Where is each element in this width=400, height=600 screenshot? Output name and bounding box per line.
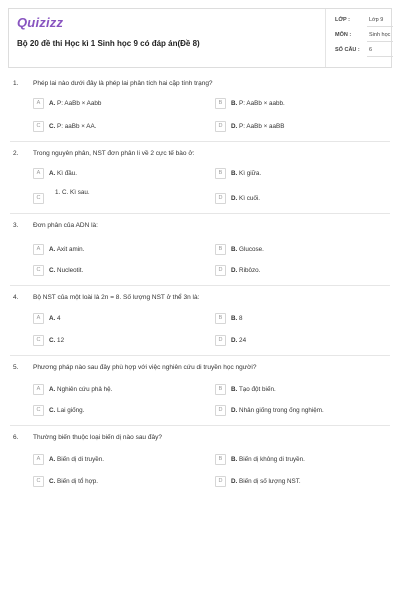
question-2 bbox=[0, 150, 400, 212]
meta-label: MÔN : bbox=[335, 32, 352, 38]
option-b[interactable] bbox=[215, 244, 375, 256]
question-number: 2. bbox=[13, 150, 19, 157]
option-prefix: B. bbox=[231, 100, 238, 107]
option-text: Nhân giống trong ống nghiệm. bbox=[237, 407, 324, 414]
option-letter-badge: B bbox=[215, 313, 226, 324]
option-text: Biến dị di truyền. bbox=[55, 456, 104, 463]
option-text: Nghiên cứu phả hệ. bbox=[55, 386, 113, 393]
meta-label: SỐ CÂU : bbox=[335, 47, 360, 53]
option-text: Lai giống. bbox=[55, 407, 85, 414]
option-letter-badge: B bbox=[215, 454, 226, 465]
option-letter-badge: B bbox=[215, 98, 226, 109]
option-text: Glucose. bbox=[237, 246, 264, 253]
option-c[interactable] bbox=[33, 405, 193, 417]
option-prefix: B. bbox=[231, 246, 238, 253]
question-divider bbox=[10, 355, 390, 356]
option-a[interactable] bbox=[33, 98, 193, 110]
question-divider bbox=[10, 285, 390, 286]
question-6 bbox=[0, 434, 400, 496]
option-prefix: B. bbox=[231, 456, 238, 463]
option-a[interactable] bbox=[33, 244, 193, 256]
option-d[interactable] bbox=[215, 121, 375, 133]
option-prefix: D. bbox=[231, 337, 238, 344]
option-letter-badge: A bbox=[33, 244, 44, 255]
option-d[interactable] bbox=[215, 335, 375, 347]
option-prefix: B. bbox=[231, 315, 238, 322]
option-text: Biến dị không di truyền. bbox=[237, 456, 305, 463]
option-c[interactable] bbox=[33, 189, 193, 205]
option-letter-badge: D bbox=[215, 335, 226, 346]
question-text: Thường biến thuộc loại biến dị nào sau đây? bbox=[33, 434, 162, 441]
option-b[interactable] bbox=[215, 313, 375, 325]
option-letter-badge: A bbox=[33, 454, 44, 465]
option-letter-badge: B bbox=[215, 244, 226, 255]
option-prefix: C. bbox=[49, 407, 56, 414]
worksheet-header bbox=[8, 8, 392, 68]
option-prefix: A. bbox=[49, 100, 56, 107]
question-number: 6. bbox=[13, 434, 19, 441]
option-letter-badge: A bbox=[33, 168, 44, 179]
meta-value: Sinh học bbox=[369, 32, 391, 38]
option-text: 4 bbox=[55, 315, 61, 322]
question-5 bbox=[0, 364, 400, 426]
option-text: Kì giữa. bbox=[237, 170, 262, 177]
option-a[interactable] bbox=[33, 313, 193, 325]
meta-label: LỚP : bbox=[335, 17, 350, 23]
option-letter-badge: C bbox=[33, 265, 44, 276]
option-text: P: AaBb × aabb. bbox=[237, 100, 285, 107]
option-a[interactable] bbox=[33, 168, 193, 180]
option-text: P: AaBb × Aabb bbox=[55, 100, 102, 107]
option-b[interactable] bbox=[215, 384, 375, 396]
question-text: Phép lai nào dưới đây là phép lai phân tích hai cặp tính trạng? bbox=[33, 80, 213, 87]
option-d[interactable] bbox=[215, 476, 375, 488]
option-c[interactable] bbox=[33, 121, 193, 133]
option-c[interactable] bbox=[33, 476, 193, 488]
option-letter-badge: D bbox=[215, 193, 226, 204]
option-text: Tạo đột biến. bbox=[237, 386, 276, 393]
option-prefix: A. bbox=[49, 246, 56, 253]
option-letter-badge: D bbox=[215, 476, 226, 487]
question-4 bbox=[0, 294, 400, 356]
option-letter-badge: D bbox=[215, 405, 226, 416]
option-prefix: A. bbox=[49, 456, 56, 463]
option-d[interactable] bbox=[215, 193, 375, 205]
question-number: 4. bbox=[13, 294, 19, 301]
option-letter-badge: D bbox=[215, 265, 226, 276]
question-number: 5. bbox=[13, 364, 19, 371]
option-text: Kì cuối. bbox=[237, 195, 261, 202]
option-prefix: C. bbox=[49, 337, 56, 344]
question-text: Đơn phân của ADN là: bbox=[33, 222, 98, 229]
option-b[interactable] bbox=[215, 98, 375, 110]
option-prefix: B. bbox=[231, 386, 238, 393]
option-text: Biến dị số lượng NST. bbox=[237, 478, 301, 485]
question-number: 3. bbox=[13, 222, 19, 229]
question-text: Bộ NST của một loài là 2n = 8. Số lượng NST ở thể 3n là: bbox=[33, 294, 200, 301]
option-prefix: D. bbox=[231, 195, 238, 202]
header-separator bbox=[325, 9, 326, 67]
option-text: Kì đầu. bbox=[55, 170, 78, 177]
option-letter-badge: D bbox=[215, 121, 226, 132]
option-a[interactable] bbox=[33, 384, 193, 396]
option-prefix: D. bbox=[231, 267, 238, 274]
option-d[interactable] bbox=[215, 265, 375, 277]
option-text: P: aaBb × AA. bbox=[55, 123, 97, 130]
question-divider bbox=[10, 425, 390, 426]
option-prefix: A. bbox=[49, 170, 56, 177]
meta-underline bbox=[367, 41, 393, 42]
option-letter-badge: A bbox=[33, 313, 44, 324]
question-3 bbox=[0, 222, 400, 284]
option-a[interactable] bbox=[33, 454, 193, 466]
option-letter-badge: C bbox=[33, 335, 44, 346]
question-number: 1. bbox=[13, 80, 19, 87]
meta-value: 6 bbox=[369, 47, 373, 53]
option-text: 12 bbox=[55, 337, 65, 344]
option-prefix: D. bbox=[231, 478, 238, 485]
option-b[interactable] bbox=[215, 454, 375, 466]
option-d[interactable] bbox=[215, 405, 375, 417]
option-letter-badge: A bbox=[33, 384, 44, 395]
option-text: Biến dị tổ hợp. bbox=[55, 478, 98, 485]
question-1 bbox=[0, 80, 400, 142]
option-c[interactable] bbox=[33, 335, 193, 347]
option-text: Axit amin. bbox=[55, 246, 85, 253]
option-letter-badge: B bbox=[215, 168, 226, 179]
question-text: Trong nguyên phân, NST đơn phân li về 2 cực tế bào ở: bbox=[33, 150, 195, 157]
option-letter-badge: C bbox=[33, 193, 44, 204]
option-text: 8 bbox=[237, 315, 243, 322]
option-text: 1. C. Kì sau. bbox=[55, 189, 90, 196]
option-b[interactable] bbox=[215, 168, 375, 180]
option-prefix: D. bbox=[231, 123, 238, 130]
option-prefix: D. bbox=[231, 407, 238, 414]
option-c[interactable] bbox=[33, 265, 193, 277]
meta-underline bbox=[367, 26, 393, 27]
option-prefix: B. bbox=[231, 170, 238, 177]
question-text: Phương pháp nào sau đây phù hợp với việc nghiên cứu di truyền học người? bbox=[33, 364, 257, 371]
option-letter-badge: C bbox=[33, 121, 44, 132]
option-prefix: C. bbox=[49, 123, 56, 130]
option-text: Nucleotit. bbox=[55, 267, 84, 274]
option-prefix: C. bbox=[49, 478, 56, 485]
question-divider bbox=[10, 141, 390, 142]
option-letter-badge: B bbox=[215, 384, 226, 395]
meta-value: Lớp 9 bbox=[369, 17, 384, 23]
option-letter-badge: A bbox=[33, 98, 44, 109]
question-divider bbox=[10, 213, 390, 214]
option-letter-badge: C bbox=[33, 476, 44, 487]
worksheet-title: Bộ 20 đề thi Học kì 1 Sinh học 9 có đáp án(Đề 8) bbox=[17, 39, 200, 48]
meta-underline bbox=[367, 56, 393, 57]
option-prefix: A. bbox=[49, 315, 56, 322]
option-prefix: A. bbox=[49, 386, 56, 393]
quizizz-logo: Quizizz bbox=[17, 15, 64, 30]
option-text: 24 bbox=[237, 337, 247, 344]
option-prefix: C. bbox=[49, 267, 56, 274]
option-letter-badge: C bbox=[33, 405, 44, 416]
option-text: P: AaBb × aaBB bbox=[237, 123, 285, 130]
option-text: Ribôzo. bbox=[237, 267, 261, 274]
